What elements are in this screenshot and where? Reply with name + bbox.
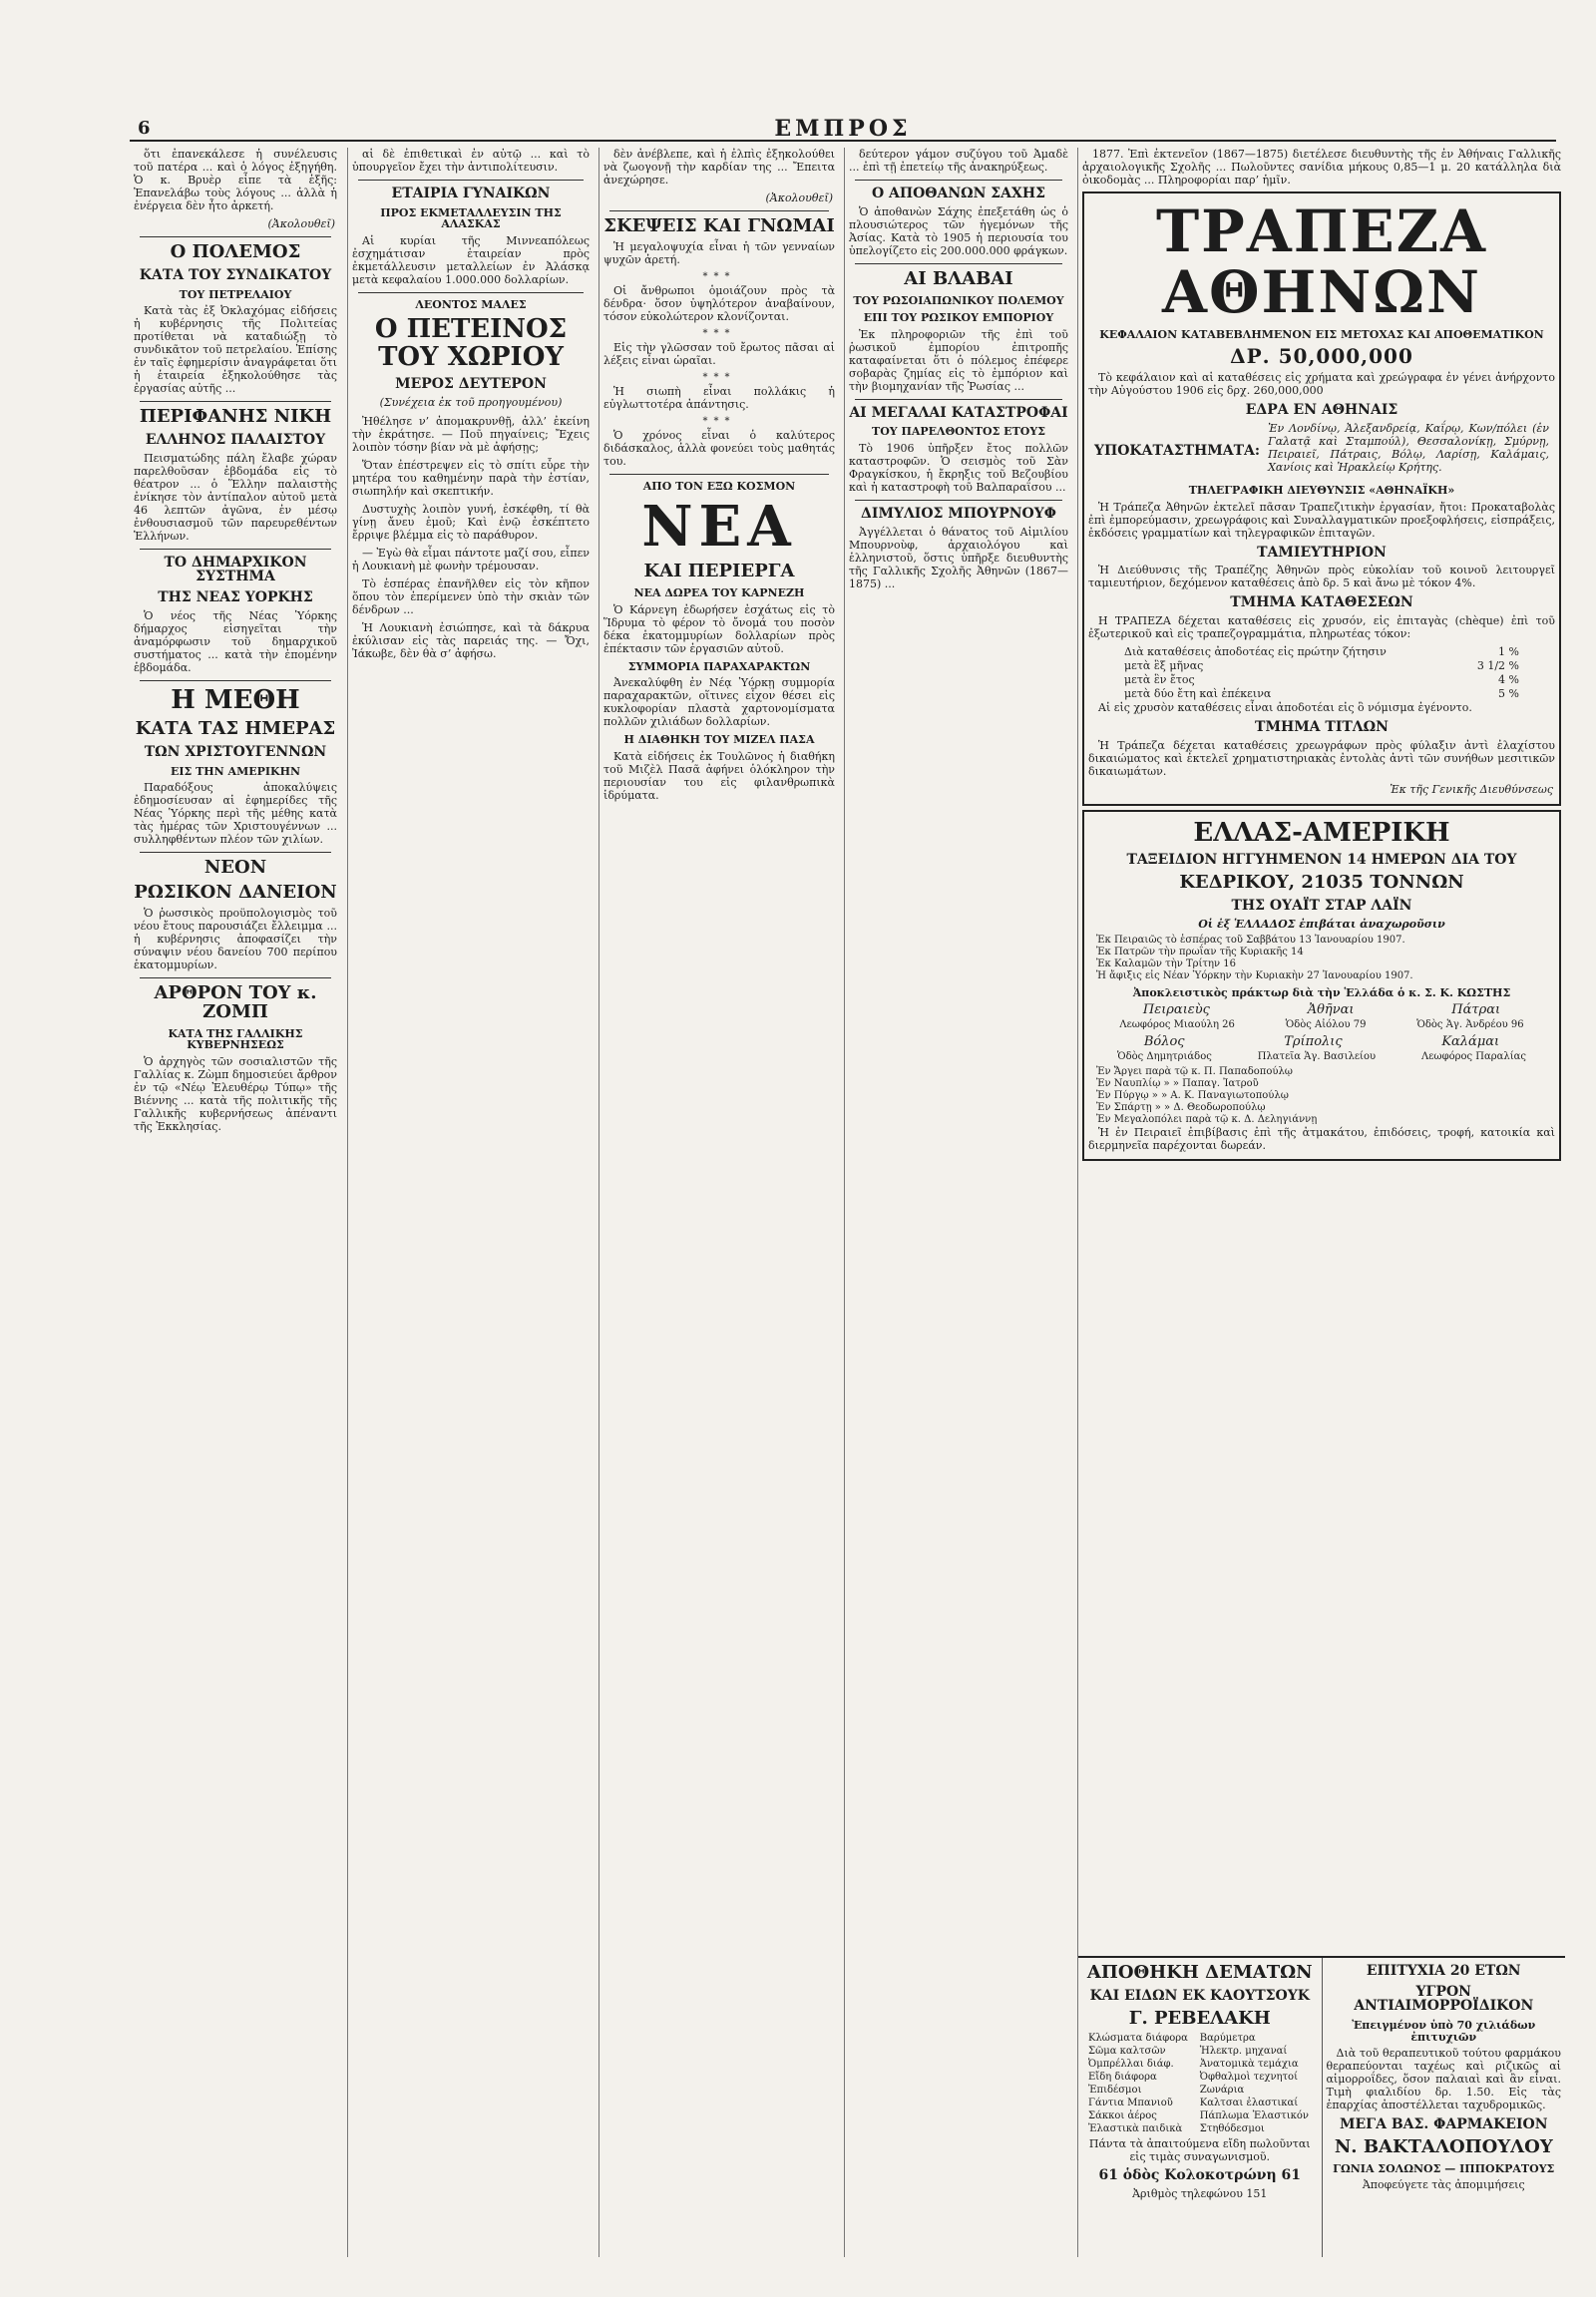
rate-term: μετὰ δύο ἔτη καὶ ἐπέκεινα xyxy=(1124,686,1272,700)
ad-items xyxy=(1088,2032,1312,2135)
article-text: Τὸ 1906 ὑπῆρξεν ἔτος πολλῶν καταστροφῶν. Ὁ σεισμὸς τοῦ Σὰν Φραγκίσκου, ἡ ἔκρηξις τοῦ Βεζουβίου καὶ ἡ καταστροφὴ τοῦ Βαλπαραΐσου ... xyxy=(849,441,1068,494)
ad-note: Ἀποφεύγετε τὰς ἀπομιμήσεις xyxy=(1362,2178,1525,2192)
ad-item: Ἐλαστικὰ παιδικὰ xyxy=(1088,2123,1183,2135)
city-address: Ὁδὸς Δημητριάδος xyxy=(1116,1051,1212,1063)
article-text: Ἀγγέλλεται ὁ θάνατος τοῦ Αἰμιλίου Μπουρνοὺφ, ἀρχαιολόγου καὶ ἑλληνιστοῦ, ὅστις ὑπῆρξε διευθυντὴς τῆς Γαλλικῆς Σχολῆς Ἀθηνῶν (1867—1875) ... xyxy=(849,525,1068,590)
headline: ΚΑΤΑ ΤΗΣ ΓΑΛΛΙΚΗΣ ΚΥΒΕΡΝΗΣΕΩΣ xyxy=(168,1026,303,1052)
bank-seat: ΕΔΡΑ ΕΝ ΑΘΗΝΑΙΣ xyxy=(1245,402,1398,419)
rate-value: 5 % xyxy=(1498,686,1519,700)
novel-text: Τὸ ἑσπέρας ἐπανῆλθεν εἰς τὸν κῆπον ὅπου τὸν ἐπερίμενεν ὑπὸ τὴν σκιὰν τῶν δένδρων ... xyxy=(352,576,590,616)
headline: ΕΤΑΙΡΙΑ ΓΥΝΑΙΚΩΝ xyxy=(391,186,551,201)
quote: Ἡ σιωπὴ εἶναι πολλάκις ἡ εὐγλωττοτέρα ἀπάντησις. xyxy=(603,384,835,411)
agent-row: Ἐν Πύργῳ » » Α. Κ. Παναγιωτοπούλῳ xyxy=(1096,1090,1289,1102)
article-text: Ὁ ἀποθανὼν Σάχης ἐπεξετάθη ὡς ὁ πλουσιώτερος τῶν ἡγεμόνων τῆς Ἀσίας. Κατὰ τὸ 1905 ἡ περιουσία του ὑπελογίζετο εἰς 200.000.000 φράγκων. xyxy=(849,204,1068,257)
quote: Εἰς τὴν γλῶσσαν τοῦ ἔρωτος πᾶσαι αἱ λέξεις εἶναι ὡραῖαι. xyxy=(603,340,835,367)
continued-note: (Ἀκολουθεῖ) xyxy=(765,191,833,204)
ad-item: Ὀφθαλμοὶ τεχνητοί xyxy=(1199,2072,1298,2084)
headline: ΡΩΣΙΚΟΝ ΔΑΝΕΙΟΝ xyxy=(134,882,337,904)
ad-item: Ἀνατομικὰ τεμάχια xyxy=(1199,2059,1299,2071)
city: Καλάμαι xyxy=(1441,1034,1500,1050)
ad-item: Ἐπιδέσμοι xyxy=(1088,2085,1142,2097)
ad-item: Σῶμα καλτσῶν xyxy=(1088,2046,1166,2058)
city-address: Λεωφόρος Μιαούλη 26 xyxy=(1119,1019,1235,1031)
headline: ΕΛΛΗΝΟΣ ΠΑΛΑΙΣΤΟΥ xyxy=(145,432,326,449)
rate-row xyxy=(1124,659,1519,672)
schedule-row: Ἐκ Πατρῶν τὴν πρωΐαν τῆς Κυριακῆς 14 xyxy=(1096,946,1304,957)
rate-value: 1 % xyxy=(1498,644,1519,658)
ad-item: Γάντια Μπανιοῦ xyxy=(1088,2098,1173,2109)
rate-row xyxy=(1124,687,1519,700)
section-label: ΑΠΟ ΤΟΝ ΕΞΩ ΚΟΣΜΟΝ xyxy=(642,479,796,493)
headline: ΣΥΜΜΟΡΙΑ ΠΑΡΑΧΑΡΑΚΤΩΝ xyxy=(627,659,811,673)
city-address: Λεωφόρος Παραλίας xyxy=(1421,1051,1526,1063)
city-address: Ὁδὸς Ἁγ. Ἀνδρέου 96 xyxy=(1416,1019,1524,1031)
novel-text: Δυστυχὴς λοιπὸν γυνή, ἐσκέφθη, τί θὰ γίνῃ ἄνευ ἐμοῦ; Καὶ ἐνῷ ἐσκέπτετο ἔρριψε βλέμμα εἰς τὸ παράθυρον. xyxy=(352,502,590,542)
ad-headline: ΚΑΙ ΕΙΔΩΝ ΕΚ ΚΑΟΥΤΣΟΥΚ xyxy=(1089,1987,1310,2004)
pharmacy-name: ΜΕΓΑ ΒΑΣ. ΦΑΡΜΑΚΕΙΟΝ xyxy=(1339,2116,1548,2133)
ad-headline: Ἐπειγμένον ὑπὸ 70 χιλιάδων ἐπιτυχιῶν xyxy=(1352,2019,1536,2044)
agent-row: Ἐν Ναυπλίῳ » » Παπαγ. Ἰατροῦ xyxy=(1096,1078,1259,1090)
ad-headline: Γ. ΡΕΒΕΛΑΚΗ xyxy=(1128,2007,1271,2029)
headline: ΠΡΟΣ ΕΚΜΕΤΑΛΛΕΥΣΙΝ ΤΗΣ ΑΛΑΣΚΑΣ xyxy=(380,205,562,231)
ad-headline: ΕΠΙΤΥΧΙΑ 20 ΕΤΩΝ xyxy=(1366,1963,1521,1979)
article-text: Ἐκ πληροφοριῶν τῆς ἐπὶ τοῦ ῥωσικοῦ ἐμπορίου ἐπιτροπῆς καταφαίνεται ὅτι ὁ πόλεμος ἐπέφερε σοβαρὰς ζημίας εἰς τὸ ἐμπόριον καὶ τὴν βιομηχανίαν τῆς Ῥωσίας ... xyxy=(849,327,1068,393)
ad-telephone: Ἀριθμὸς τηλεφώνου 151 xyxy=(1132,2187,1268,2201)
rate-row xyxy=(1124,673,1519,686)
titles-heading: ΤΜΗΜΑ ΤΙΤΛΩΝ xyxy=(1255,718,1389,735)
ad-headline: ΥΓΡΟΝ ΑΝΤΙΑΙΜΟΡΡΟΪΔΙΚΟΝ xyxy=(1354,1983,1534,2015)
bank-capital-note: Τὸ κεφάλαιον καὶ αἱ καταθέσεις εἰς χρήματα καὶ χρεώγραφα ἐν γένει ἀνήρχοντο τὴν Αὐγούστου 1906 εἰς δρχ. 260,000,000 xyxy=(1088,371,1555,398)
headline: ΤΟΥ ΡΩΣΟΙΑΠΩΝΙΚΟΥ ΠΟΛΕΜΟΥ xyxy=(853,293,1064,307)
savings-text: Ἡ Διεύθυνσις τῆς Τραπέζης Ἀθηνῶν πρὸς εὐκολίαν τοῦ κοινοῦ λειτουργεῖ ταμιευτήριον, δεχόμενον καταθέσεις ἀπὸ δρ. 5 καὶ ἄνω μὲ τόκον 4%. xyxy=(1088,564,1555,590)
article-text: δεύτερον γάμον συζύγου τοῦ Ἀμαδὲ ... ἐπὶ τῇ ἐπετείῳ τῆς ἀνακηρύξεως. xyxy=(849,148,1068,174)
quote: Οἱ ἄνθρωποι ὁμοιάζουν πρὸς τὰ δένδρα· ὅσον ὑψηλότερον ἀναβαίνουν, τόσον εὐκολώτερον κλονίζονται. xyxy=(603,283,835,323)
headline: ΝΕΑ ΔΩΡΕΑ ΤΟΥ ΚΑΡΝΕΖΗ xyxy=(633,586,805,600)
deposits-heading: ΤΜΗΜΑ ΚΑΤΑΘΕΣΕΩΝ xyxy=(1230,594,1413,611)
city-address: Πλατεῖα Ἁγ. Βασιλείου xyxy=(1257,1051,1377,1063)
telegraph-address: ΤΗΛΕΓΡΑΦΙΚΗ ΔΙΕΥΘΥΝΣΙΣ «ΑΘΗΝΑΪΚΗ» xyxy=(1188,484,1455,498)
pharmacy-corner: ΓΩΝΙΑ ΣΟΛΩΝΟΣ — ΙΠΠΟΚΡΑΤΟΥΣ xyxy=(1333,2161,1555,2175)
headline: ΕΠΙ ΤΟΥ ΡΩΣΙΚΟΥ ΕΜΠΟΡΙΟΥ xyxy=(863,311,1054,325)
masthead: ΕΜΠΡΟΣ xyxy=(774,116,912,142)
ad-item: Πάπλωμα Ἐλαστικόν xyxy=(1199,2110,1309,2122)
schedule-row: Ἐκ Καλαμῶν τὴν Τρίτην 16 xyxy=(1096,957,1236,969)
bank-signature: Ἐκ τῆς Γενικῆς Διευθύνσεως xyxy=(1390,782,1553,796)
headline: ΤΩΝ ΧΡΙΣΤΟΥΓΕΝΝΩΝ xyxy=(144,743,327,760)
city: Ἀθῆναι xyxy=(1307,1002,1355,1018)
branches-label: ΥΠΟΚΑΤΑΣΤΗΜΑΤΑ: xyxy=(1094,443,1261,460)
ad-item: Καλτσαι ἐλαστικαί xyxy=(1199,2098,1299,2109)
novel-author: ΛΕΟΝΤΟΣ ΜΑΛΕΣ xyxy=(415,297,527,311)
bank-advertisement xyxy=(1082,191,1561,806)
rate-term: Διὰ καταθέσεις ἀποδοτέας εἰς πρώτην ζήτησιν xyxy=(1124,644,1387,658)
rate-row xyxy=(1124,645,1519,658)
ad-headline: ΑΠΟΘΗΚΗ ΔΕΜΑΤΩΝ xyxy=(1086,1962,1313,1983)
headline: ΔΙΜΥΛΙΟΣ ΜΠΟΥΡΝΟΥΦ xyxy=(861,505,1056,522)
headline: Ο ΠΟΛΕΜΟΣ xyxy=(170,241,301,262)
ship-closing: Ἡ ἐν Πειραιεῖ ἐπιβίβασις ἐπὶ τῆς ἀτμακάτου, ἐπιδόσεις, τροφή, κατοικία καὶ διερμηνεῖα παρέχονται δωρεάν. xyxy=(1088,1126,1555,1153)
headline: ΤΟΥ ΠΑΡΕΛΘΟΝΤΟΣ ΕΤΟΥΣ xyxy=(872,425,1045,439)
headline: Ο ΑΠΟΘΑΝΩΝ ΣΑΧΗΣ xyxy=(871,186,1046,201)
article-text: Κατὰ τὰς ἐξ Ὀκλαχόμας εἰδήσεις ἡ κυβέρνησις τῆς Πολιτείας προτίθεται νὰ καταδιώξῃ τὸ συνδικᾶτον τοῦ πετρελαίου. Ἐπίσης ἐν ταῖς ἐφημερίσιν ἀναγράφεται ὅτι ἡ ἑταιρεία ἐξηκολούθησε τὰς ἐργασίας αὐτῆς ... xyxy=(134,304,337,396)
column-5 xyxy=(1077,148,1565,2257)
headline: ΑΡΘΡΟΝ ΤΟΥ κ. ΖΟΜΠ xyxy=(154,981,317,1022)
headline: ΑΙ ΒΛΑΒΑΙ xyxy=(904,267,1013,289)
deposits-text: Η ΤΡΑΠΕΖΑ δέχεται καταθέσεις εἰς χρυσόν, εἰς ἐπιταγὰς (chèque) ἐπὶ τοῦ ἐξωτερικοῦ καὶ εἰς τραπεζογραμμάτια, πληρωτέας τόκον: xyxy=(1088,613,1555,640)
article-text: Παραδόξους ἀποκαλύψεις ἐδημοσίευσαν αἱ ἐφημερίδες τῆς Νέας Ὑόρκης περὶ τῆς μέθης κατὰ τὰς ἡμέρας τῶν Χριστουγέννων ... συλληφθέντων πλέον τῶν χιλίων. xyxy=(134,781,337,847)
article-text: Ὁ ῥωσσικὸς προϋπολογισμὸς τοῦ νέου ἔτους παρουσιάζει ἔλλειμμα ... ἡ κυβέρνησις ἀποφασίζει τὴν σύναψιν νέου δανείου 700 περίπου ἑκατομμυρίων. xyxy=(134,906,337,971)
rate-value: 3 1/2 % xyxy=(1476,658,1519,672)
quote: Ἡ μεγαλοψυχία εἶναι ἡ τῶν γενναίων ψυχῶν ἀρετή. xyxy=(603,239,835,266)
rate-term: μετὰ ἓν ἔτος xyxy=(1124,672,1195,686)
bank-services: Ἡ Τράπεζα Ἀθηνῶν ἐκτελεῖ πᾶσαν Τραπεζιτικὴν ἐργασίαν, ἤτοι: Προκαταβολὰς ἐπὶ ἐμπορεύμασιν, χρεωγράφοις καὶ Συναλλαγματικῶν προεξοφλήσεις, εἰσπράξεις, ἐκδόσεις γραμματίων καὶ τηλεγραφικῶν ἐπιταγῶν. xyxy=(1088,500,1555,540)
rate-term: μετὰ ἓξ μῆνας xyxy=(1124,658,1204,672)
agent-line: Ἀποκλειστικὸς πράκτωρ διὰ τὴν Ἑλλάδα ὁ κ. Σ. Κ. ΚΩΣΤΗΣ xyxy=(1132,985,1511,999)
novel-text: Ὅταν ἐπέστρεψεν εἰς τὸ σπίτι εὗρε τὴν μητέρα του καθημένην παρὰ τὴν ἑστίαν, σιωπηλήν καὶ σκεπτικήν. xyxy=(352,458,590,498)
section-subtitle: ΚΑΙ ΠΕΡΙΕΡΓΑ xyxy=(643,561,795,582)
rate-value: 4 % xyxy=(1498,672,1519,686)
gold-note: Αἱ εἰς χρυσὸν καταθέσεις εἶναι ἀποδοτέαι εἰς ὃ νόμισμα ἐγένοντο. xyxy=(1098,700,1472,714)
ad-item: Σάκκοι ἀέρος xyxy=(1088,2110,1157,2122)
headline: Η ΜΕΘΗ xyxy=(171,684,300,715)
article-text: 1877. Ἐπὶ ἐκτενεῖον (1867—1875) διετέλεσε διευθυντὴς τῆς ἐν Ἀθήναις Γαλλικῆς ἀρχαιολογικῆς Σχολῆς ... Πωλοῦντες σανίδια μήκους 0,85—1 μ. 20 κατάλληλα διὰ ὀικοδομὰς ... Πληροφορίαι παρ’ ἡμῖν. xyxy=(1082,148,1561,187)
novel-title: Ο ΠΕΤΕΙΝΟΣ ΤΟΥ ΧΩΡΙΟΥ xyxy=(374,314,568,372)
bank-capital: ΔΡ. 50,000,000 xyxy=(1230,344,1413,369)
agent-row: Ἐν Μεγαλοπόλει παρὰ τῷ κ. Δ. Δεληγιάννῃ xyxy=(1096,1114,1318,1126)
article-text: Ὁ ἀρχηγὸς τῶν σοσιαλιστῶν τῆς Γαλλίας κ. Ζὼμπ δημοσιεύει ἄρθρον ἐν τῷ «Νέῳ Ἐλευθέρῳ Τύπῳ» τῆς Βιέννης ... κατὰ τῆς πολιτικῆς τῆς Γαλλικῆς κυβερνήσεως ἀπέναντι τῆς Ἐκκλησίας. xyxy=(134,1054,337,1133)
agent-row: Ἐν Ἄργει παρὰ τῷ κ. Π. Παπαδοπούλῳ xyxy=(1096,1066,1293,1078)
bank-capital-heading: ΚΕΦΑΛΑΙΟΝ ΚΑΤΑΒΕΒΛΗΜΕΝΟΝ ΕΙΣ ΜΕΤΟΧΑΣ ΚΑΙ ΑΠΟΘΕΜΑΤΙΚΟΝ xyxy=(1099,327,1544,341)
continued-note: (Ἀκολουθεῖ) xyxy=(267,217,335,230)
city: Πάτραι xyxy=(1451,1002,1501,1018)
interest-rates xyxy=(1084,645,1559,700)
ad-note: Πάντα τὰ ἀπαιτούμενα εἴδη πωλοῦνται εἰς τιμὰς συναγωνισμοῦ. xyxy=(1088,2137,1311,2164)
bottom-advertisements xyxy=(1078,1956,1565,2257)
article-text: Αἱ κυρίαι τῆς Μιννεαπόλεως ἐσχημάτισαν ἑταιρείαν πρὸς ἐκμετάλλευσιν μεταλλείων ἐν Ἀλάσκᾳ μετὰ κεφαλαίου 1.000.000 δολλαρίων. xyxy=(352,233,590,286)
continued-note: (Συνέχεια ἐκ τοῦ προηγουμένου) xyxy=(379,395,563,409)
ad-item: Εἴδη διάφορα xyxy=(1088,2072,1157,2084)
ship-subtitle: ΤΑΞΕΙΔΙΟΝ ΗΓΓΥΗΜΕΝΟΝ 14 ΗΜΕΡΩΝ ΔΙΑ ΤΟΥ xyxy=(1126,851,1517,868)
schedule-row: Ἐκ Πειραιῶς τὸ ἑσπέρας τοῦ Σαββάτου 13 Ἰανουαρίου 1907. xyxy=(1096,934,1405,946)
article-text: αἱ δὲ ἐπιθετικαὶ ἐν αὐτῷ ... καὶ τὸ ὑπουργεῖον ἔχει τὴν ἀντιπολίτευσιν. xyxy=(352,148,590,174)
headline: ΠΕΡΙΦΑΝΗΣ ΝΙΚΗ xyxy=(139,406,332,428)
ad-item: Ἠλεκτρ. μηχαναί xyxy=(1199,2046,1288,2058)
headline: ΑΙ ΜΕΓΑΛΑΙ ΚΑΤΑΣΤΡΟΦΑΙ xyxy=(849,404,1068,421)
city-address: Ὁδὸς Αἰόλου 79 xyxy=(1285,1019,1367,1031)
titles-text: Ἡ Τράπεζα δέχεται καταθέσεις χρεωγράφων πρὸς φύλαξιν ἀντὶ ἐλαχίστου δικαιώματος καὶ ἐκτελεῖ χρηματιστηριακὰς ἐντολὰς ἀντὶ τῶν συνήθων μεσιτικῶν δικαιωμάτων. xyxy=(1088,738,1555,778)
ad-item: Ζωνάρια xyxy=(1199,2085,1245,2097)
city: Βόλος xyxy=(1143,1034,1185,1050)
section-title: ΝΕΑ xyxy=(641,494,797,561)
headline: ΝΕΟΝ xyxy=(203,857,267,879)
ad-item: Ὀμπρέλλαι διάφ. xyxy=(1088,2059,1174,2071)
quote: Ὁ χρόνος εἶναι ὁ καλύτερος διδάσκαλος, ἀλλὰ φονεύει τοὺς μαθητάς του. xyxy=(603,428,835,468)
savings-heading: ΤΑΜΙΕΥΤΗΡΙΟΝ xyxy=(1257,544,1387,561)
rubber-store-ad xyxy=(1078,1958,1323,2257)
article-text: ὅτι ἐπανεκάλεσε ἡ συνέλευσις τοῦ πατέρα ... καὶ ὁ λόγος ἐξηγήθη. Ὁ κ. Βρυὲρ εἶπε τὰ ἑξῆς: Ἐπανελάβω τοὺς λόγους ... ἀλλὰ ἡ ἐνέργεια δὲν ἦτο ἀρκετή. xyxy=(134,148,337,212)
ad-item: Κλώσματα διάφορα xyxy=(1088,2033,1188,2045)
pharmacy-ad xyxy=(1323,1958,1566,2257)
novel-text: — Ἐγὼ θὰ εἶμαι πάντοτε μαζί σου, εἶπεν ἡ Λουκιανὴ μὲ φωνὴν τρέμουσαν. xyxy=(352,546,590,573)
headline: ΚΑΤΑ ΤΑΣ ΗΜΕΡΑΣ xyxy=(135,718,336,740)
ship-line: ΤΗΣ ΟΥΑΪΤ ΣΤΑΡ ΛΑΪΝ xyxy=(1231,897,1412,914)
bank-title: ΤΡΑΠΕΖΑ ΑΘΗΝΩΝ xyxy=(1155,197,1488,326)
ship-title: ΕΛΛΑΣ-ΑΜΕΡΙΚΗ xyxy=(1193,817,1450,848)
headline: ΤΟ ΔΗΜΑΡΧΙΚΟΝ ΣΥΣΤΗΜΑ xyxy=(164,554,307,585)
branches-list: Ἐν Λονδίνῳ, Ἀλεξανδρείᾳ, Καΐρῳ, Κων/πόλει (ἐν Γαλατᾷ καὶ Σταμπούλ), Θεσσαλονίκῃ, Σμύρνῃ, Πειραιεῖ, Πάτραις, Βόλῳ, Λαρίσῃ, Καλάμαις, Χανίοις καὶ Ἡρακλείῳ Κρήτης. xyxy=(1268,422,1549,475)
article-text: Ἀνεκαλύφθη ἐν Νέᾳ Ὑόρκῃ συμμορία παραχαρακτῶν, οἵτινες εἶχον θέσει εἰς κυκλοφορίαν πλαστὰ χαρτονομίσματα πολλῶν χιλιάδων δολλαρίων. xyxy=(603,676,835,729)
agent-row: Ἐν Σπάρτῃ » » Δ. Θεοδωροπούλῳ xyxy=(1096,1102,1266,1114)
column-3: δὲν ἀνέβλεπε, καὶ ἡ ἐλπὶς ἐξηκολούθει νὰ ζωογονῇ τὴν καρδίαν της ... Ἔπειτα ἀνεχώρησε. (Ἀκολουθεῖ) ΣΚΕΨΕΙΣ ΚΑΙ ΓΝΩΜΑΙ Ἡ μεγαλοψυχία εἶναι ἡ τῶν γενναίων ψυχῶν ἀρετή. *** Οἱ ἄνθρωποι ὁμοιάζουν πρὸς τὰ δένδρα· ὅσον ὑψηλότερον ἀναβαίνουν, τόσον εὐκολώτερον κλονίζονται. *** Εἰς τὴν γλῶσσαν τοῦ ἔρωτος πᾶσαι αἱ λέξεις εἶναι ὡραῖαι. *** Ἡ σιωπὴ εἶναι πολλάκις ἡ εὐγλωττοτέρα ἀπάντησις. *** Ὁ χρόνος εἶναι ὁ καλύτερος διδάσκαλος, ἀλλὰ φονεύει τοὺς μαθητάς του. ΑΠΟ ΤΟΝ ΕΞΩ ΚΟΣΜΟΝ ΝΕΑ ΚΑΙ ΠΕΡΙΕΡΓΑ ΝΕΑ ΔΩΡΕΑ ΤΟΥ ΚΑΡΝΕΖΗ Ὁ Κάρνεγη ἐδωρήσεν ἐσχάτως εἰς τὸ Ἵδρυμα τὸ φέρον τὸ ὄνομά του ποσὸν δέκα ἑκατομμυρίων δολλαρίων πρὸς ἐπέκτασιν τῶν ἐργασιῶν αὐτοῦ. ΣΥΜΜΟΡΙΑ ΠΑΡΑΧΑΡΑΚΤΩΝ Ἀνεκαλύφθη ἐν Νέᾳ Ὑόρκῃ συμμορία παραχαρακτῶν, οἵτινες εἶχον θέσει εἰς κυκλοφορίαν πλαστὰ χαρτονομίσματα πολλῶν χιλιάδων δολλαρίων. Η ΔΙΑΘΗΚΗ ΤΟΥ ΜΙΖΕΛ ΠΑΣΑ Κατὰ εἰδήσεις ἐκ Τουλῶνος ἡ διαθήκη τοῦ Μιζὲλ Πασᾶ ἀφήνει ὁλόκληρον τὴν περιουσίαν του εἰς φιλανθρωπικὰ ἱδρύματα. xyxy=(598,148,839,2257)
novel-text: Ἡ Λουκιανὴ ἐσιώπησε, καὶ τὰ δάκρυα ἐκύλισαν εἰς τὰς παρειάς της. — Ὄχι, Ἰάκωβε, δὲν θὰ σ’ ἀφήσω. xyxy=(352,620,590,660)
ship-vessel: ΚΕΔΡΙΚΟΥ, 21035 ΤΟΝΝΩΝ xyxy=(1179,871,1464,893)
article-text: Κατὰ εἰδήσεις ἐκ Τουλῶνος ἡ διαθήκη τοῦ Μιζὲλ Πασᾶ ἀφήνει ὁλόκληρον τὴν περιουσίαν του εἰς φιλανθρωπικὰ ἱδρύματα. xyxy=(603,749,835,802)
headline: ΚΑΤΑ ΤΟΥ ΣΥΝΔΙΚΑΤΟΥ xyxy=(139,266,332,283)
schedule-row: Ἡ ἄφιξις εἰς Νέαν Ὑόρκην τὴν Κυριακὴν 27 Ἰανουαρίου 1907. xyxy=(1096,969,1413,981)
pharmacy-owner: Ν. ΒΑΚΤΑΛΟΠΟΥΛΟΥ xyxy=(1334,2135,1553,2157)
ad-address: 61 ὁδὸς Κολοκοτρώνη 61 xyxy=(1098,2167,1302,2184)
novel-part: ΜΕΡΟΣ ΔΕΥΤΕΡΟΝ xyxy=(395,375,547,392)
shipping-advertisement xyxy=(1082,810,1561,1162)
city: Πειραιεὺς xyxy=(1142,1002,1210,1018)
ad-item: Στηθόδεσμοι xyxy=(1199,2123,1265,2135)
headline: ΣΚΕΨΕΙΣ ΚΑΙ ΓΝΩΜΑΙ xyxy=(603,215,835,236)
article-text: Πεισματώδης πάλη ἔλαβε χώραν παρελθοῦσαν ἑβδομάδα εἰς τὸ θέατρον ... ὁ Ἕλλην παλαιστὴς ἐνίκησε τὸν ἀντίπαλον αὐτοῦ μετὰ 46 λεπτῶν ἀγῶνα, ἐν μέσῳ ἐνθουσιασμοῦ τῶν παρευρεθέντων Ἑλλήνων. xyxy=(134,451,337,543)
column-2 xyxy=(347,148,594,2257)
novel-text: δὲν ἀνέβλεπε, καὶ ἡ ἐλπὶς ἐξηκολούθει νὰ ζωογονῇ τὴν καρδίαν της ... Ἔπειτα ἀνεχώρησε. xyxy=(603,148,835,187)
column-1 xyxy=(130,148,341,2257)
headline: ΤΟΥ ΠΕΤΡΕΛΑΙΟΥ xyxy=(179,287,292,301)
article-text: Ὁ Κάρνεγη ἐδωρήσεν ἐσχάτως εἰς τὸ Ἵδρυμα τὸ φέρον τὸ ὄνομά του ποσὸν δέκα ἑκατομμυρίων δολλαρίων πρὸς ἐπέκτασιν τῶν ἐργασιῶν αὐτοῦ. xyxy=(603,602,835,655)
ship-line-note: Οἱ ἐξ ἙΛΛΑΔΟΣ ἐπιβάται ἀναχωροῦσιν xyxy=(1198,918,1445,932)
headline: Η ΔΙΑΘΗΚΗ ΤΟΥ ΜΙΖΕΛ ΠΑΣΑ xyxy=(623,733,815,747)
article-text: Ὁ νέος τῆς Νέας Ὑόρκης δήμαρχος εἰσηγεῖται τὴν ἀναμόρφωσιν τοῦ δημαρχικοῦ συστήματος ... κατὰ τὴν ἐπομένην ἑβδομάδα. xyxy=(134,608,337,674)
ad-text: Διὰ τοῦ θεραπευτικοῦ τούτου φαρμάκου θεραπεύονται ταχέως καὶ ριζικῶς αἱ αἱμορροΐδες, ὅσον παλαιαὶ καὶ ἂν εἶναι. Τιμὴ φιαλιδίου δρ. 1.50. Εἰς τὰς ἐπαρχίας ἀποστέλλεται ταχυδρομικῶς. xyxy=(1326,2047,1561,2112)
city: Τρίπολις xyxy=(1284,1034,1343,1050)
column-4 xyxy=(844,148,1072,2257)
headline: ΤΗΣ ΝΕΑΣ ΥΟΡΚΗΣ xyxy=(158,589,313,606)
novel-text: Ἠθέλησε ν’ ἀπομακρυνθῇ, ἀλλ’ ἐκείνη τὴν ἐκράτησε. — Ποῦ πηγαίνεις; Ἔχεις λοιπὸν τόσην βίαν νὰ μὲ ἀφήσῃς; xyxy=(352,414,590,454)
page-header xyxy=(130,118,1556,142)
headline: ΕΙΣ ΤΗΝ ΑΜΕΡΙΚΗΝ xyxy=(170,764,301,778)
page-number: 6 xyxy=(138,118,151,139)
ad-item: Βαρύμετρα xyxy=(1199,2033,1256,2045)
